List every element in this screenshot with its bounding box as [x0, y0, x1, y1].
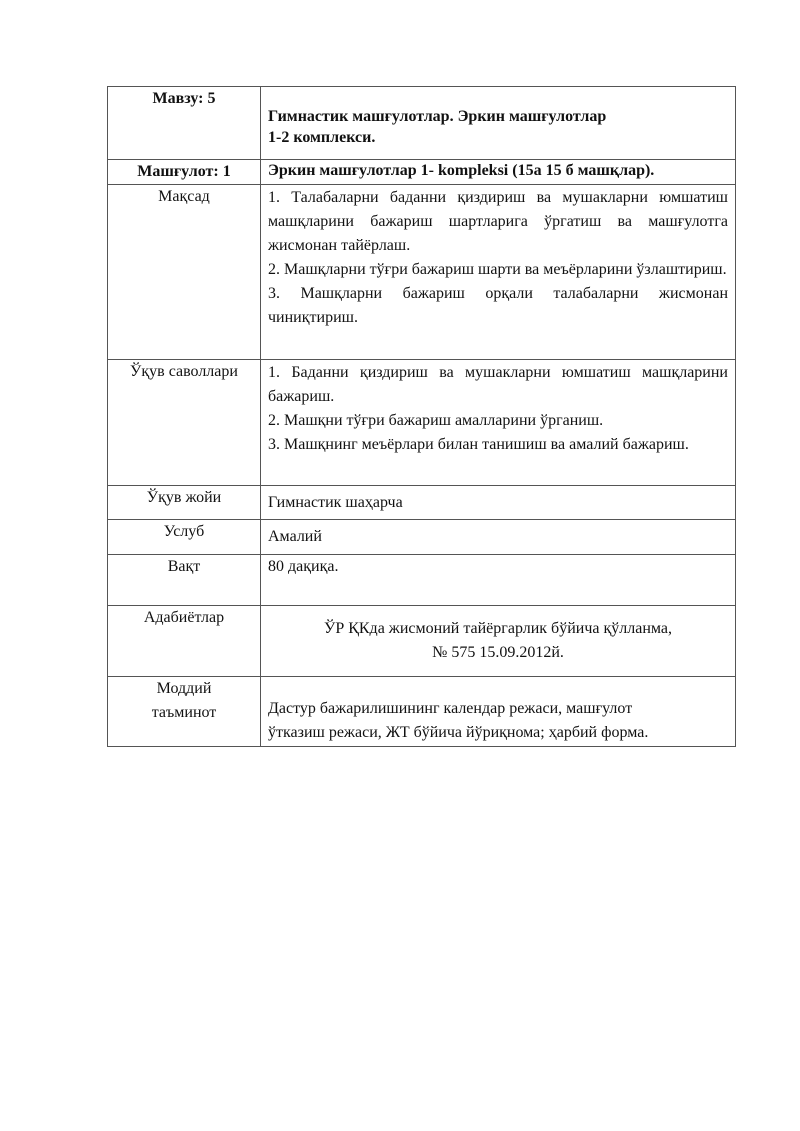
- question-item-1: 1. Баданни қиздириш ва мушакларни юмшатиш машқларини бажариш.: [268, 364, 728, 405]
- place-value: Гимнастик шаҳарча: [261, 486, 736, 520]
- materials-value: [261, 677, 736, 747]
- row-time: [108, 555, 736, 606]
- materials-label: [108, 677, 261, 747]
- question-item-2: 2. Машқни тўғри бажариш амалларини ўрганиш.: [268, 412, 604, 429]
- materials-line-2: ўтказиш режаси, ЖТ бўйича йўриқнома; ҳарбий форма.: [268, 724, 649, 741]
- row-method: [108, 520, 736, 555]
- literature-line-1: ЎР ҚКда жисмоний тайёргарлик бўйича қўлланма,: [323, 620, 672, 637]
- lesson-label: Машғулот: 1: [108, 160, 261, 185]
- literature-label: Адабиётлар: [108, 606, 261, 677]
- aim-item-1: 1. Талабаларни баданни қиздириш ва мушакларни юмшатиш машқларини бажариш шартларига ўргатиш ва машғулотга жисмонан тайёрлаш.: [268, 189, 728, 254]
- time-label: Вақт: [108, 555, 261, 606]
- topic-line-2: 1-2 комплекси.: [268, 129, 376, 146]
- aim-item-3: 3. Машқларни бажариш орқали талабаларни жисмонан чиниқтириш.: [268, 285, 728, 326]
- row-topic: [108, 87, 736, 160]
- topic-line-1: Гимнастик машғулотлар. Эркин машғулотлар: [268, 108, 607, 125]
- questions-list: [261, 360, 736, 486]
- row-aim: [108, 185, 736, 360]
- literature-line-2: № 575 15.09.2012й.: [432, 644, 564, 661]
- questions-label: Ўқув саволлари: [108, 360, 261, 486]
- topic-value: [261, 87, 736, 160]
- row-questions: [108, 360, 736, 486]
- topic-label: Мавзу: 5: [108, 87, 261, 160]
- row-literature: [108, 606, 736, 677]
- time-value: 80 дақиқа.: [261, 555, 736, 606]
- row-place: [108, 486, 736, 520]
- literature-value: [261, 606, 736, 677]
- lesson-value: Эркин машғулотлар 1- kompleksi (15а 15 б машқлар).: [261, 160, 736, 185]
- method-label: Услуб: [108, 520, 261, 555]
- row-lesson: [108, 160, 736, 185]
- aim-item-2: 2. Машқларни тўғри бажариш шарти ва меъёрларини ўзлаштириш.: [268, 261, 727, 278]
- lesson-plan-table: [107, 86, 736, 747]
- materials-label-line-2: таъминот: [151, 704, 217, 721]
- aim-label: Мақсад: [108, 185, 261, 360]
- materials-label-line-1: Моддий: [156, 680, 212, 697]
- method-value: Амалий: [261, 520, 736, 555]
- row-materials: [108, 677, 736, 747]
- materials-line-1: Дастур бажарилишининг календар режаси, машғулот: [268, 700, 633, 717]
- place-label: Ўқув жойи: [108, 486, 261, 520]
- aim-list: [261, 185, 736, 360]
- question-item-3: 3. Машқнинг меъёрлари билан танишиш ва амалий бажариш.: [268, 436, 689, 453]
